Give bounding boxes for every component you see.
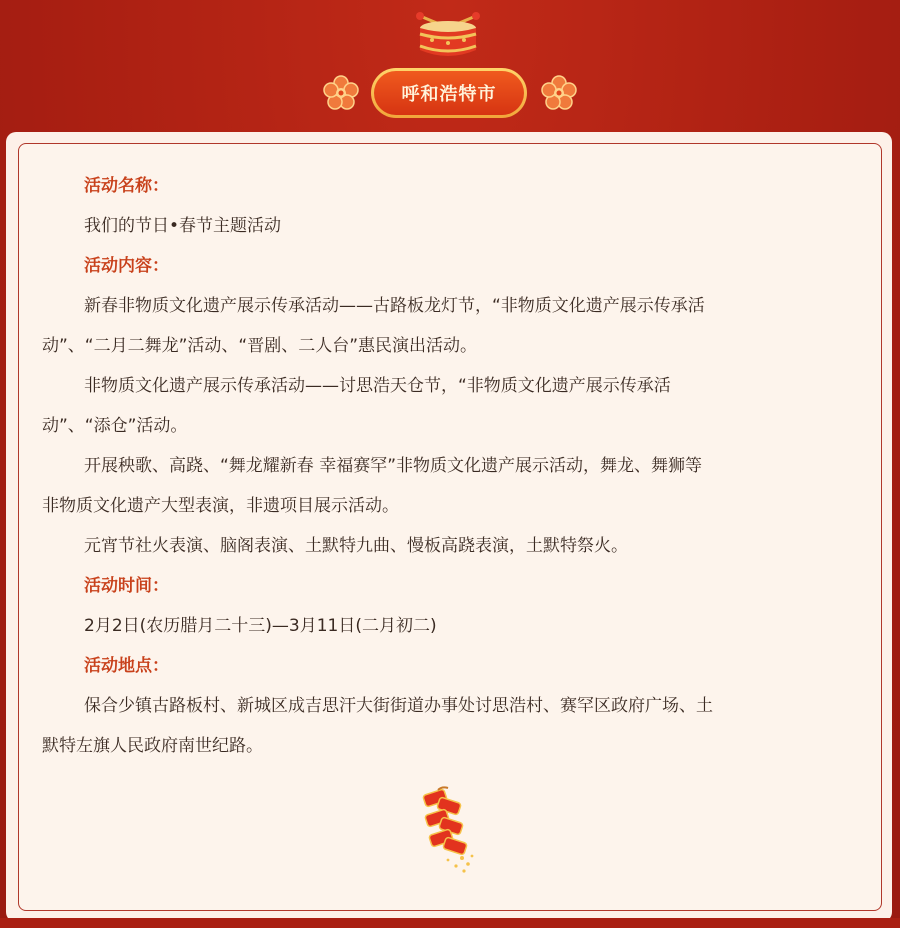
content-line: 非物质文化遗产展示传承活动——讨思浩天仓节，“非物质文化遗产展示传承活 — [84, 376, 671, 396]
section-heading-time: 活动时间： — [84, 576, 169, 596]
event-time-text: 2月2日(农历腊月二十三)—3月11日(二月初二) — [84, 616, 437, 636]
content-line: 元宵节社火表演、脑阁表演、土默特九曲、慢板高跷表演，土默特祭火。 — [84, 536, 628, 556]
section-heading-name: 活动名称： — [84, 176, 169, 196]
section-heading-content: 活动内容： — [84, 256, 169, 276]
location-line: 保合少镇古路板村、新城区成吉思汗大街街道办事处讨思浩村、赛罕区政府广场、土 — [84, 696, 713, 716]
footer-strip — [0, 918, 900, 928]
drum-icon — [410, 6, 486, 64]
section-heading-location: 活动地点： — [84, 656, 169, 676]
city-title: 呼和浩特市 — [374, 71, 524, 115]
content-line: 开展秧歌、高跷、“舞龙耀新春 幸福赛罕”非物质文化遗产展示活动，舞龙、舞狮等 — [84, 456, 703, 476]
location-line: 默特左旗人民政府南世纪路。 — [42, 736, 263, 756]
city-title-badge — [371, 68, 527, 118]
content-line: 非物质文化遗产大型表演，非遗项目展示活动。 — [42, 496, 399, 516]
plum-blossom-icon — [322, 74, 360, 112]
event-details — [42, 166, 860, 766]
event-name-text: 我们的节日•春节主题活动 — [84, 216, 282, 236]
plum-blossom-icon — [540, 74, 578, 112]
content-line: 新春非物质文化遗产展示传承活动——古路板龙灯节，“非物质文化遗产展示传承活 — [84, 296, 705, 316]
content-line: 动”、“二月二舞龙”活动、“晋剧、二人台”惠民演出活动。 — [42, 336, 478, 356]
firecracker-icon — [418, 786, 482, 876]
content-line: 动”、“添仓”活动。 — [42, 416, 188, 436]
